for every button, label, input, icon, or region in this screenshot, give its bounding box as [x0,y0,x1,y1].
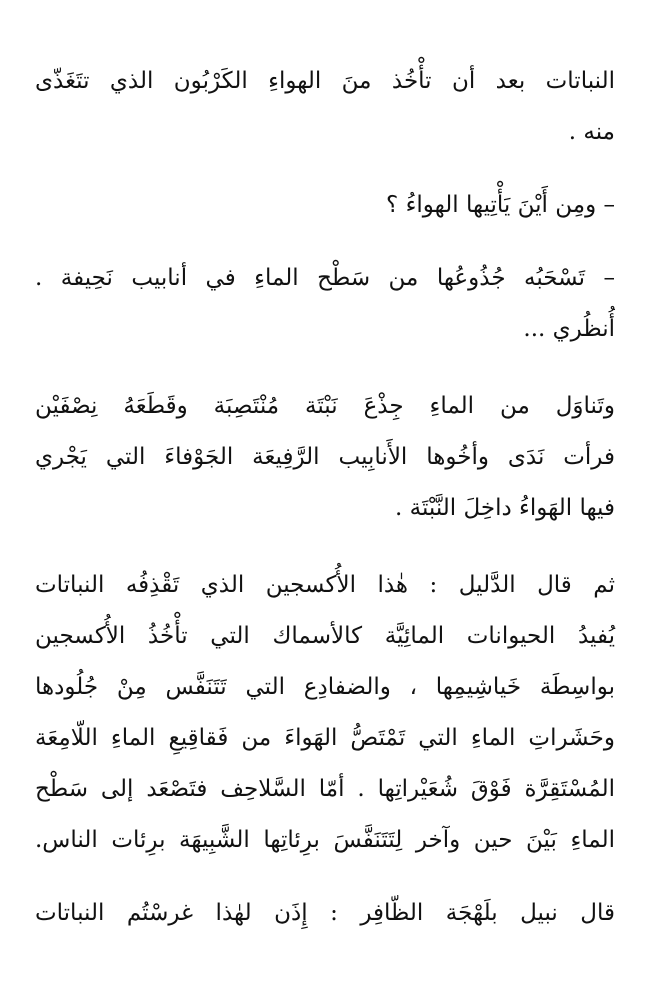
paragraph-1 [35,56,615,158]
paragraph-2 [35,180,615,231]
text-line: منه . [568,119,615,145]
text-line: يُفيدُ الحيوانات المائِيَّة كالأسماك التي تأْخُذُ الأُكسجين [35,623,615,649]
text-line: بواسِطَة خَياشِيمِها ، والضفادِع التي تَتَنَفَّس مِنْ جُلُودها [35,674,615,700]
text-line: ثم قال الدَّليل : هٰذا الأُكسجين الذي تَقْذِفُه النباتات [35,572,615,598]
text-line: وحَشَراتِ الماءِ التي تَمْتَصُّ الهَواءَ من فَقاقِيعِ الماءِ اللّامِعَة [35,725,615,751]
paragraph-spacer [35,231,615,253]
text-line: قال نبيل بلَهْجَة الظّافِر : إِذَن لهٰذا غرسْتُم النباتات [35,900,615,926]
text-line: – ومِن أَيْنَ يَأْتِيها الهواءُ ؟ [386,192,615,218]
text-line: فرأت نَدَى وأخُوها الأَنابِيب الرَّفِيعَة الجَوْفاءَ التي يَجْري [35,444,615,470]
paragraph-5 [35,560,615,866]
paragraph-spacer [35,534,615,560]
text-line: المُسْتَقِرَّة فَوْقَ شُعَيْراتِها . أمّا السَّلاحِف فتَصْعَد إلى سَطْح [35,776,615,802]
text-line: أُنظُري ... [523,316,615,342]
text-line: النباتات بعد أن تأْخُذ منَ الهواءِ الكَرْبُون الذي تتَغَذّى [35,68,615,94]
paragraph-spacer [35,866,615,888]
paragraph-4 [35,381,615,534]
paragraph-spacer [35,158,615,180]
paragraph-spacer [35,355,615,381]
text-line: فيها الهَواءُ داخِلَ النَّبْتَة . [394,495,615,521]
paragraph-6 [35,888,615,939]
paragraph-3 [35,253,615,355]
page-text [35,56,615,939]
text-line: – تَسْحَبُه جُذُوعُها من سَطْح الماءِ في أنابيب نَحِيفة . [35,265,615,291]
text-line: الماءِ بَيْنَ حين وآخر لِتَتَنَفَّسَ برِئاتِها الشَّبِيهَة برِئات الناس. [35,827,615,853]
text-line: وتَناوَل من الماءِ جِذْعَ نَبْتَة مُنْتَصِبَة وقَطَعَهُ نِصْفَيْن [35,393,615,419]
